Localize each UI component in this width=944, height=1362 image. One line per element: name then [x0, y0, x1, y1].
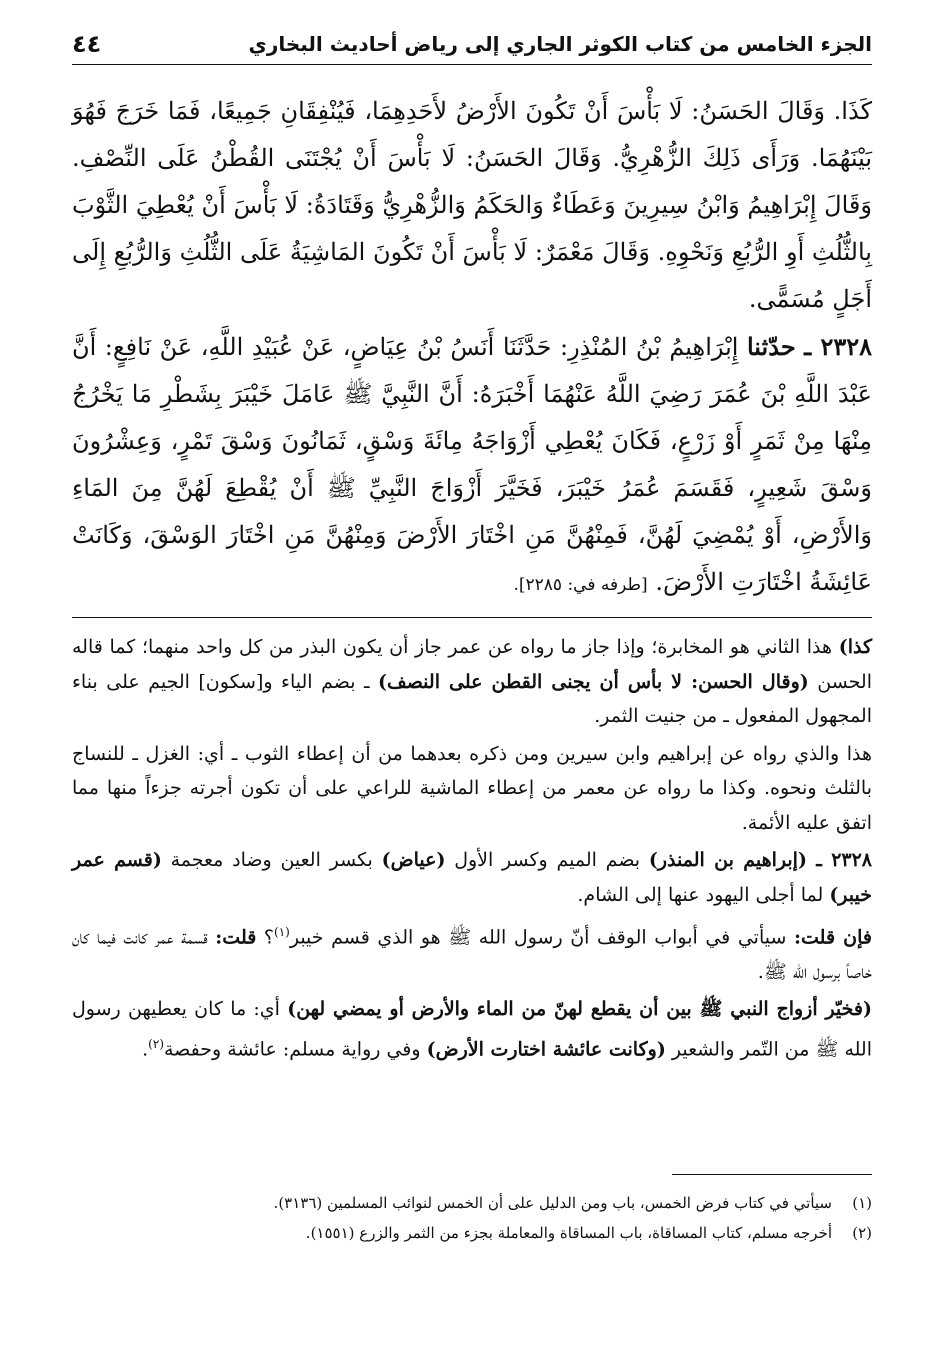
- hadith-paragraph: [72, 323, 872, 609]
- section-divider: [72, 617, 872, 618]
- commentary-paragraph: [72, 992, 872, 1066]
- hadith-number: ٢٣٢٨ ـ: [806, 849, 873, 871]
- matn-paragraph: كَذَا. وَقَالَ الحَسَنُ: لَا بَأْسَ أَنْ تَكُونَ الأَرْضُ لأَحَدِهِمَا، فَيُنْفِقَانِ جَمِيعًا، فَمَا خَرَجَ فَهُوَ بَيْنَهُمَا. وَرَأَى ذَلِكَ الزُّهْرِيُّ. وَقَالَ الحَسَنُ: لَا بَأْسَ أَنْ يُجْتَنَى القُطْنُ عَلَى النِّصْفِ. وَقَالَ إِبْرَاهِيمُ وَابْنُ سِيرِينَ وَعَطَاءٌ وَالحَكَمُ وَالزُّهْرِيُّ وَقَتَادَةُ: لَا بَأْسَ أَنْ يُعْطِيَ الثَّوْبَ بِالثُّلُثِ أَوِ الرُّبُعِ وَنَحْوِهِ. وَقَالَ مَعْمَرٌ: لَا بَأْسَ أَنْ تَكُونَ المَاشِيَةُ عَلَى الثُّلُثِ وَالرُّبُعِ إِلَى أَجَلٍ مُسَمًّى.: [72, 97, 873, 313]
- hadith-text-block: [72, 88, 872, 609]
- bold-term: (فخيّر أزواج النبي ﷺ بين أن يقطع لهنّ من الماء والأرض أو يمضي لهن): [287, 998, 872, 1021]
- footnote-item: [72, 1218, 872, 1248]
- page-header: [72, 24, 872, 65]
- footnote-text: أخرجه مسلم، كتاب المساقاة، باب المساقاة والمعاملة بجزء من الثمر والزرع (١٥٥١).: [305, 1224, 832, 1242]
- hadith-number: ٢٣٢٨ ـ: [804, 332, 872, 361]
- bold-term: (إبراهيم بن المنذر): [648, 849, 807, 871]
- footnote-number: (٢): [852, 1224, 872, 1242]
- footnote-rule: [672, 1174, 872, 1175]
- commentary-text: لما أجلى اليهود عنها إلى الشام.: [577, 883, 830, 906]
- bold-term: (وكانت عائشة اختارت الأرض): [426, 1038, 666, 1061]
- commentary-paragraph: هذا والذي رواه عن إبراهيم وابن سيرين ومن ذكره بعدهما من أن إعطاء الثوب ـ أي: الغزل ـ للنساج بالثلث ونحوه. وكذا ما رواه عن معمر من إعطاء الماشية للراعي على أن تكون أجرته جزءاً منها مما اتفق عليه الأئمة.: [72, 742, 872, 834]
- bold-term: كذا): [838, 636, 872, 658]
- commentary-paragraph: [72, 630, 872, 734]
- commentary-block: [72, 630, 872, 1070]
- commentary-text: بكسر العين وضاد معجمة: [161, 849, 382, 871]
- hadith-body: إِبْرَاهِيمُ بْنُ المُنْذِرِ: حَدَّثَنَا أَنَسُ بْنُ عِيَاضٍ، عَنْ عُبَيْدِ اللَّهِ، عَنْ نَافِعٍ: أَنَّ عَبْدَ اللَّهِ بْنَ عُمَرَ رَضِيَ اللَّهُ عَنْهُمَا أَخْبَرَهُ: أَنَّ النَّبِيَّ ﷺ عَامَلَ خَيْبَرَ بِشَطْرِ مَا يَخْرُجُ مِنْهَا مِنْ ثَمَرٍ أَوْ زَرْعٍ، فَكَانَ يُعْطِي أَزْوَاجَهُ مِائَةَ وَسْقٍ، ثَمَانُونَ وَسْقَ تَمْرٍ، وَعِشْرُونَ وَسْقَ شَعِيرٍ، فَقَسَمَ عُمَرُ خَيْبَرَ، فَخَيَّرَ أَزْوَاجَ النَّبِيِّ ﷺ أَنْ يُقْطِعَ لَهُنَّ مِنَ المَاءِ وَالأَرْضِ، أَوْ يُمْضِيَ لَهُنَّ، فَمِنْهُنَّ مَنِ اخْتَارَ الأَرْضَ وَمِنْهُنَّ مَنِ اخْتَارَ الوَسْقَ، وَكَانَتْ عَائِشَةُ اخْتَارَتِ الأَرْضَ.: [72, 333, 873, 596]
- bold-term: (وقال الحسن: لا بأس أن يجنى القطن على النصف): [378, 670, 809, 693]
- hadith-lead: حدّثنا: [746, 332, 796, 361]
- commentary-text: سيأتي في أبواب الوقف أنّ رسول الله ﷺ هو الذي قسم خيبر: [289, 926, 794, 949]
- bold-term: (قسم عمر خيبر): [72, 849, 872, 906]
- bold-term: قلت:: [215, 926, 257, 949]
- footnote-marker[interactable]: (١): [274, 925, 290, 939]
- commentary-paragraph: [72, 843, 872, 912]
- footnote-item: [72, 1188, 872, 1218]
- commentary-text: بضم الميم وكسر الأول: [445, 849, 649, 871]
- footnote-marker[interactable]: (٢): [148, 1036, 164, 1051]
- page-number: ٤٤: [72, 30, 102, 58]
- commentary-text: ؟: [256, 926, 275, 949]
- bold-term: فإن قلت:: [793, 926, 873, 949]
- commentary-text: قسمة عمر كانت فيما كان خاصاً برسول الله ﷺ.: [72, 926, 872, 983]
- commentary-text: وفي رواية مسلم: عائشة وحفصة: [164, 1038, 427, 1061]
- footnote-number: (١): [852, 1194, 872, 1212]
- bold-term: (عياض): [381, 849, 446, 871]
- commentary-text: ـ بضم الياء و[سكون] الجيم على بناء المجهول المفعول ـ من جنيت الثمر.: [72, 670, 872, 727]
- commentary-text: هذا الثاني هو المخابرة؛ وإذا جاز ما رواه عن عمر جاز أن يكون البذر من كل واحد منهما؛ كما قاله الحسن: [72, 636, 872, 693]
- commentary-text: أي: ما كان يعطيهن رسول الله ﷺ من التّمر والشعير: [72, 998, 872, 1061]
- footnote-text: سيأتي في كتاب فرض الخمس، باب ومن الدليل على أن الخمس لنوائب المسلمين (٣١٣٦).: [273, 1194, 832, 1212]
- commentary-paragraph: [72, 915, 872, 989]
- commentary-text: .: [142, 1038, 149, 1061]
- running-title: الجزء الخامس من كتاب الكوثر الجاري إلى رياض أحاديث البخاري: [248, 32, 872, 56]
- footnotes: [72, 1188, 872, 1248]
- tarf-reference: [طرفه في: ٢٢٨٥].: [513, 575, 648, 595]
